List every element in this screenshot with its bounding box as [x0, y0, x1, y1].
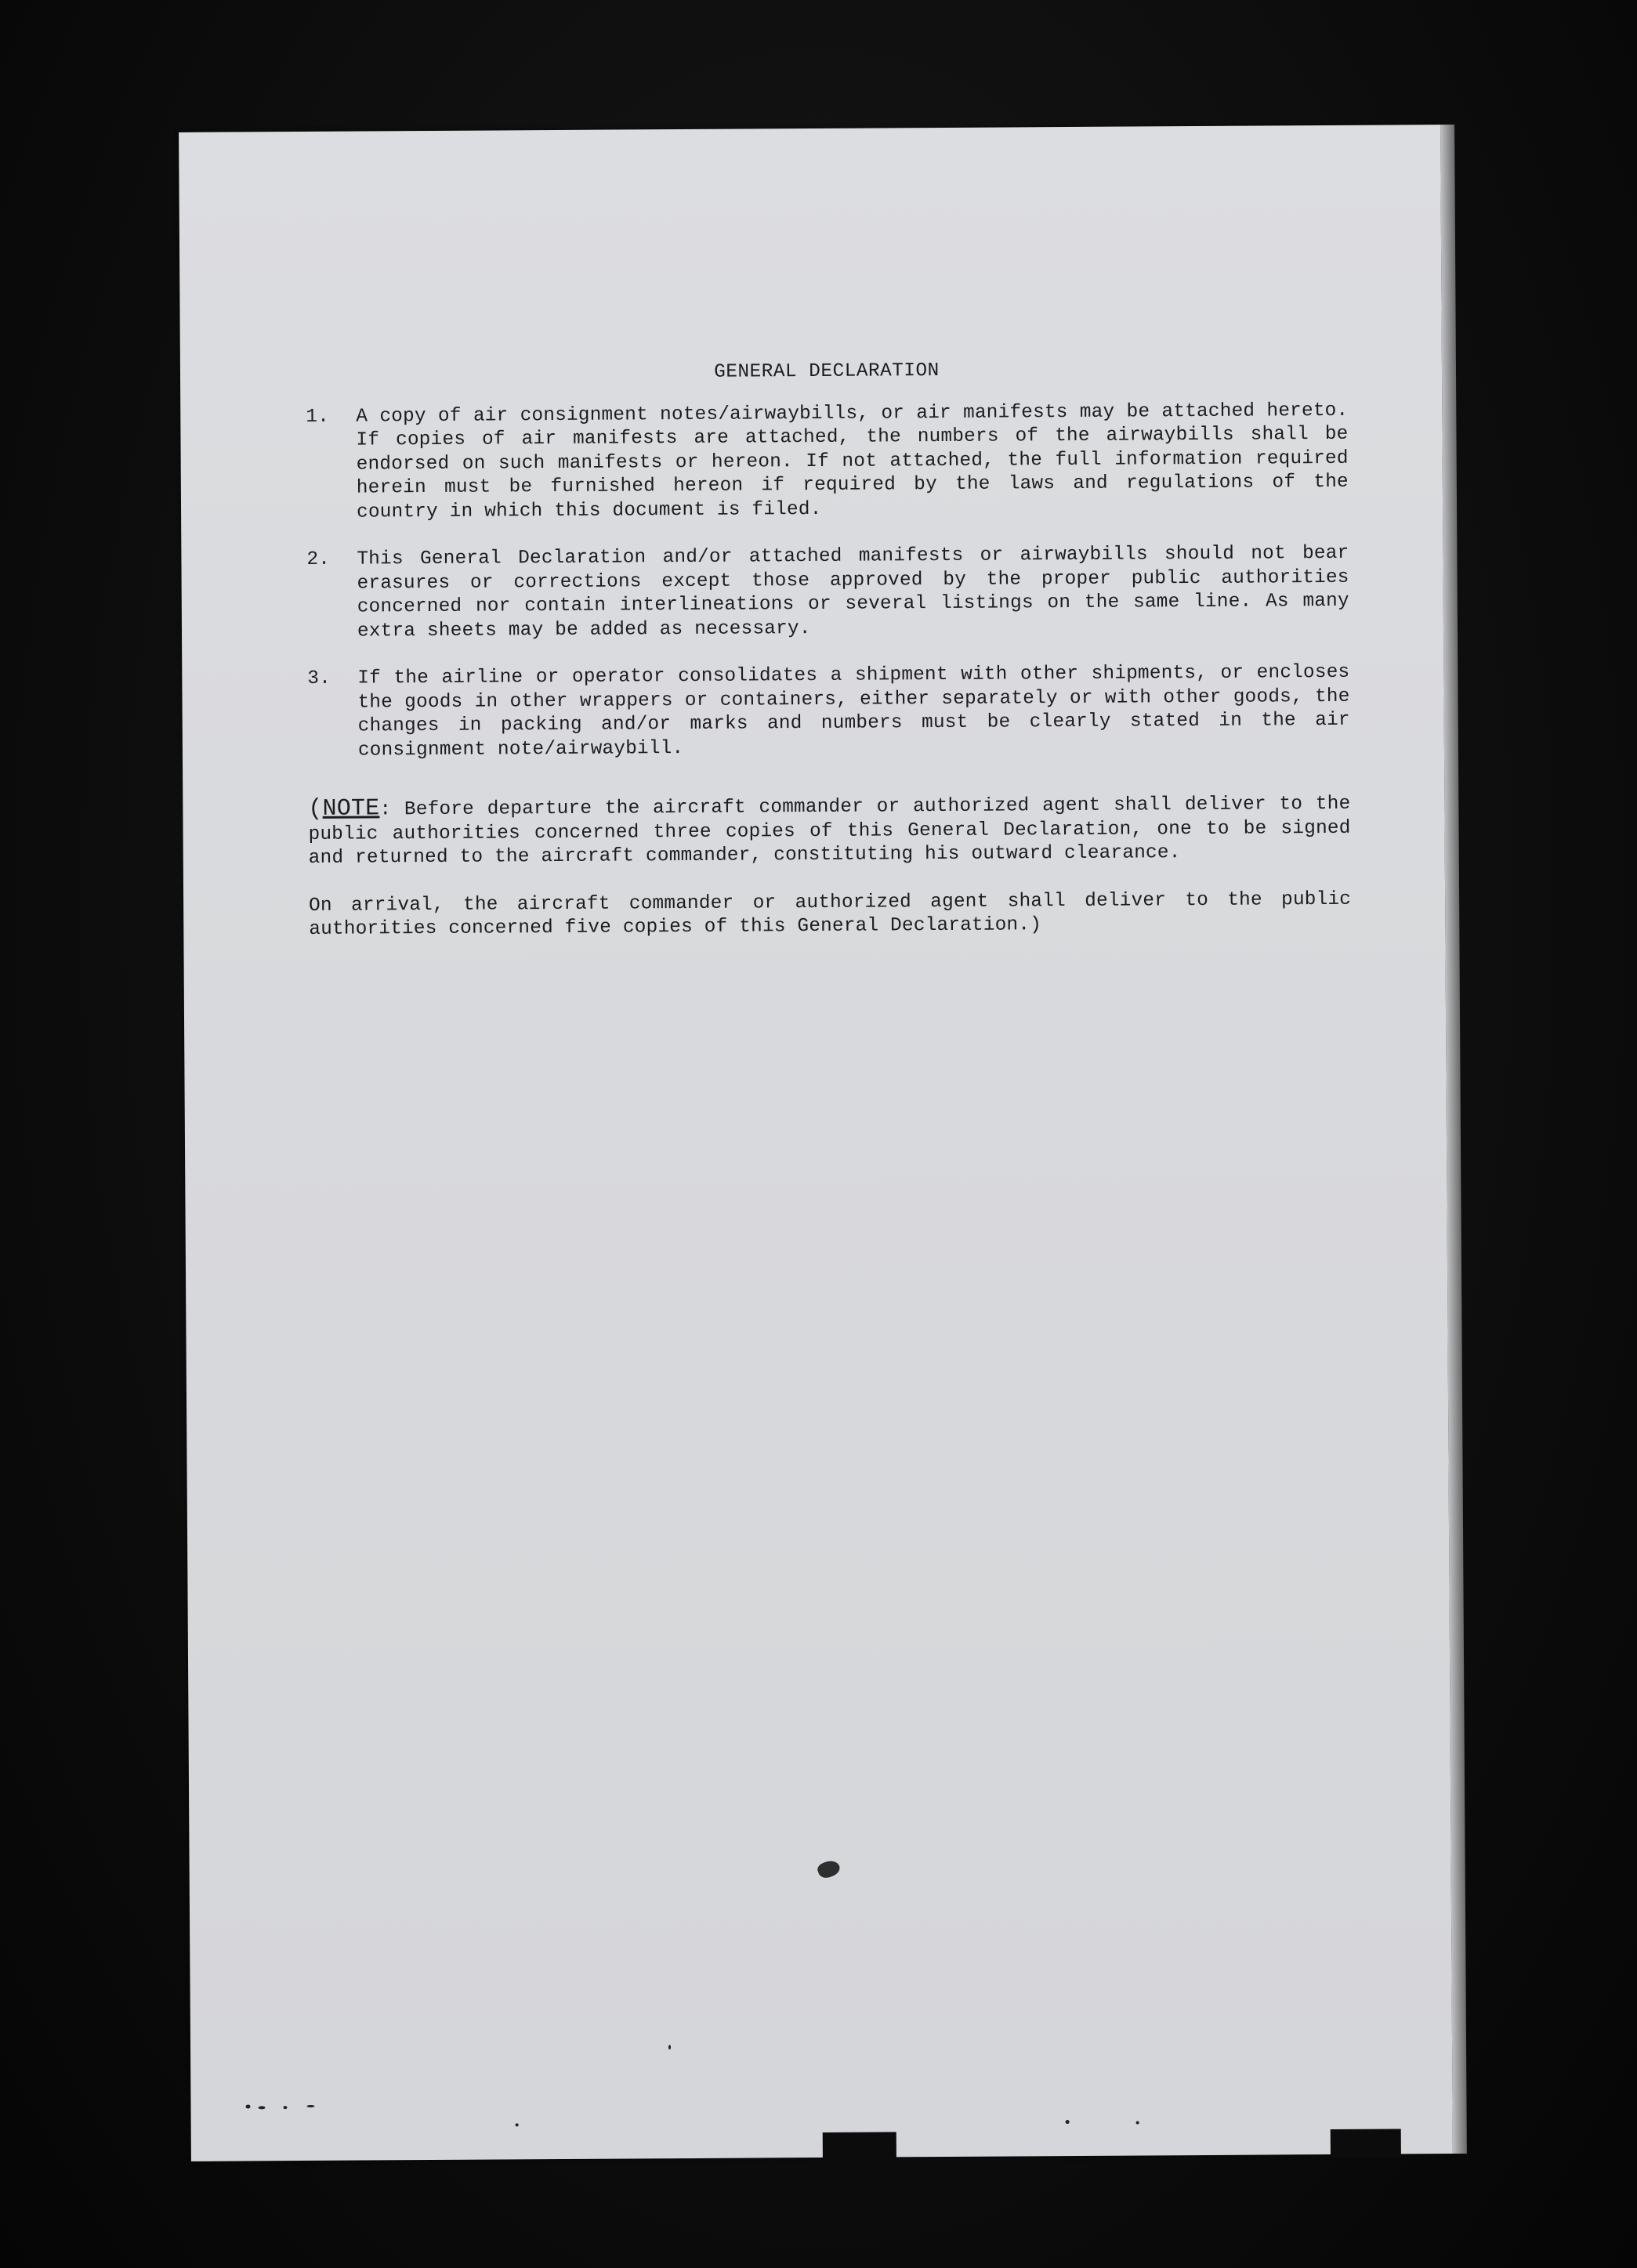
note-paragraph-arrival: On arrival, the aircraft commander or authorized agent shall deliver to the public authorities concerned five copies of this General Declaration.) — [309, 888, 1352, 940]
list-item-text: A copy of air consignment notes/airwaybills, or air manifests may be attached hereto. If copies of air manifests are attached, the numbers of the airwaybills shall be endorsed on such manifests or hereon. If not attached, the full information required herein must be furnished hereon if required by the laws and regulations of the country in which this document is filed. — [356, 400, 1349, 523]
note-paragraph-departure — [308, 791, 1351, 871]
speck — [1066, 2120, 1070, 2124]
list-item-number: 1. — [306, 406, 330, 428]
sheet-edge-tab-right — [1331, 2129, 1401, 2158]
speck — [668, 2045, 671, 2049]
document-title: GENERAL DECLARATION — [714, 360, 940, 383]
sheet-edge-tab-left — [823, 2132, 896, 2161]
note-colon: : — [379, 799, 392, 821]
list-item-2 — [306, 542, 1349, 644]
note-label — [308, 795, 392, 823]
speck — [258, 2106, 265, 2109]
list-item-text: If the airline or operator consolidates a shipment with other shipments, or encloses the goods in other wrappers or containers, either separately or with other goods, the changes in packing and/or marks and numbers must be clearly stated in the air consignment note/airwaybill. — [357, 661, 1350, 761]
list-item-text: This General Declaration and/or attached manifests or airwaybills should not bear erasures or corrections except those approved by the proper public authorities concerned nor contain interlineations or several listings on the same line. As many extra sheets may be added as necessary. — [357, 542, 1349, 642]
list-item-number: 2. — [306, 548, 331, 570]
note-open-paren: ( — [308, 795, 323, 823]
speck — [306, 2105, 314, 2107]
document-body — [306, 357, 1352, 966]
list-item-3 — [307, 661, 1350, 763]
document-sheet — [179, 125, 1453, 2161]
note-label-text: NOTE — [322, 795, 380, 823]
speck — [245, 2104, 250, 2108]
note-departure-text: Before departure the aircraft commander or authorized agent shall deliver to the public authorities concerned three copies of this General Declaration, one to be signed and returned to the aircraft commander, constituting his outward clearance. — [308, 793, 1351, 869]
ink-blot — [816, 1858, 842, 1880]
speck — [1136, 2122, 1139, 2125]
speck — [516, 2123, 519, 2126]
list-item-number: 3. — [307, 667, 331, 689]
speck — [283, 2106, 287, 2109]
list-item-1 — [306, 399, 1349, 525]
